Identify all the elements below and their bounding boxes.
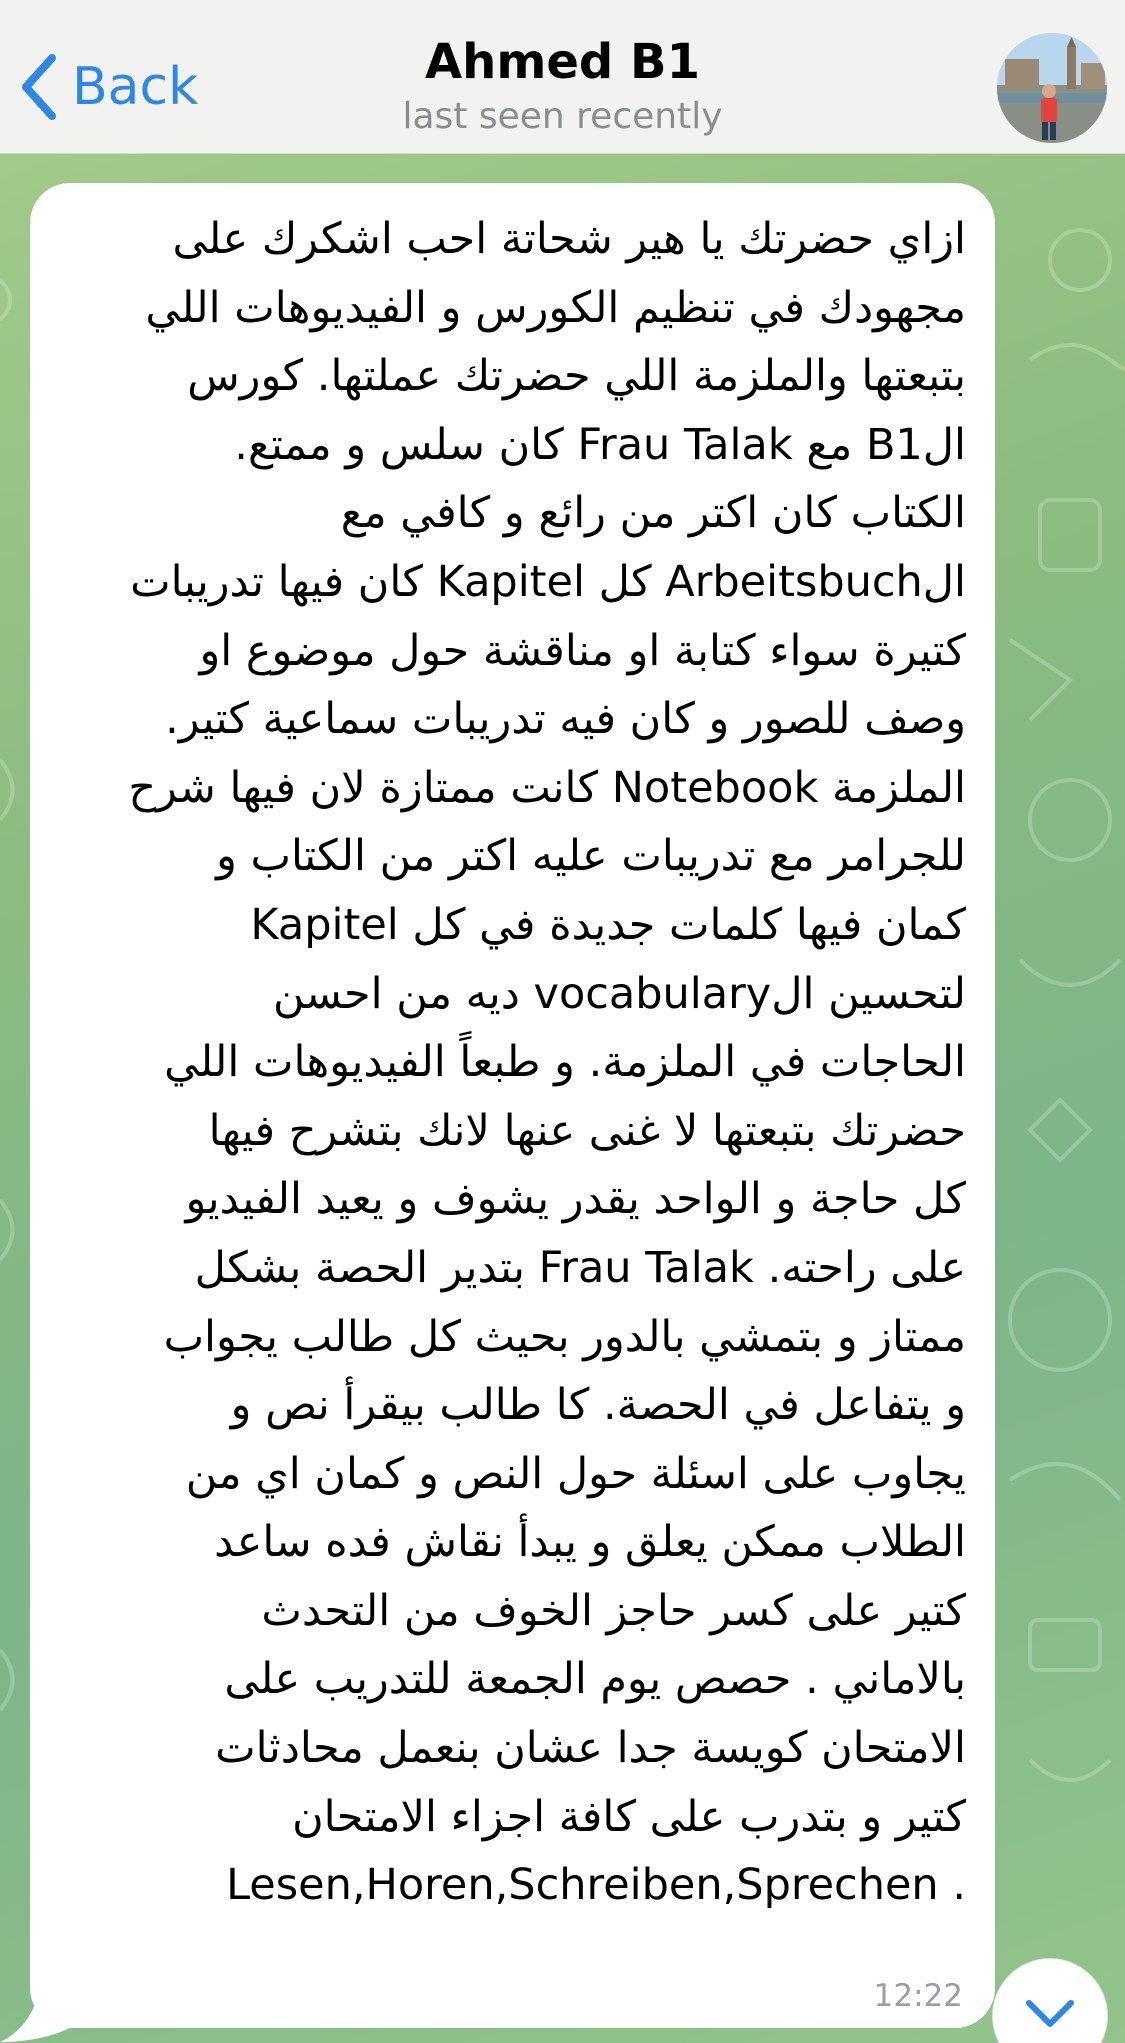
back-label: Back — [72, 57, 199, 117]
chat-header — [0, 0, 1125, 154]
message-bubble[interactable] — [30, 183, 995, 2028]
contact-status: last seen recently — [402, 96, 723, 137]
avatar-photo — [997, 33, 1107, 143]
message-time: 12:22 — [873, 1978, 963, 2014]
message-text: ازاي حضرتك يا هير شحاتة احب اشكرك على مجهودك في تنظيم الكورس و الفيديوهات اللي بتبعتها والملزمة اللي حضرتك عملتها. كورس الB1 مع Frau Talak كان سلس و ممتع. الكتاب كان اكتر من رائع و كافي مع الArbeitsbuch كل Kapitel كان فيها تدريبات كتيرة سواء كتابة او مناقشة حول موضوع او وصف للصور و كان فيه تدريبات سماعية كتير. الملزمة Notebook كانت ممتازة لان فيها شرح للجرامر مع تدريبات عليه اكتر من الكتاب و كمان فيها كلمات جديدة في كل Kapitel لتحسين الvocabulary ديه من احسن الحاجات في الملزمة. و طبعاً الفيديوهات اللي حضرتك بتبعتها لا غنى عنها لانك بتشرح فيها كل حاجة و الواحد يقدر يشوف و يعيد الفيديو على راحته. Frau Talak بتدير الحصة بشكل ممتاز و بتمشي بالدور بحيث كل طالب يجواب و يتفاعل في الحصة. كا طالب بيقرأ نص و يجاوب على اسئلة حول النص و كمان اي من الطلاب ممكن يعلق و يبدأ نقاش فده ساعد كتير على كسر حاجز الخوف من التحدث بالاماني . حصص يوم الجمعة للتدريب على الامتحان كويسة جدا عشان بنعمل محادثات كتير و بتدرب على كافة اجزاء الامتحان Lesen,Horen,Schreiben,Sprechen . — [128, 214, 966, 1911]
chat-title[interactable]: Ahmed B1 — [425, 34, 700, 90]
contact-avatar[interactable] — [997, 33, 1107, 143]
